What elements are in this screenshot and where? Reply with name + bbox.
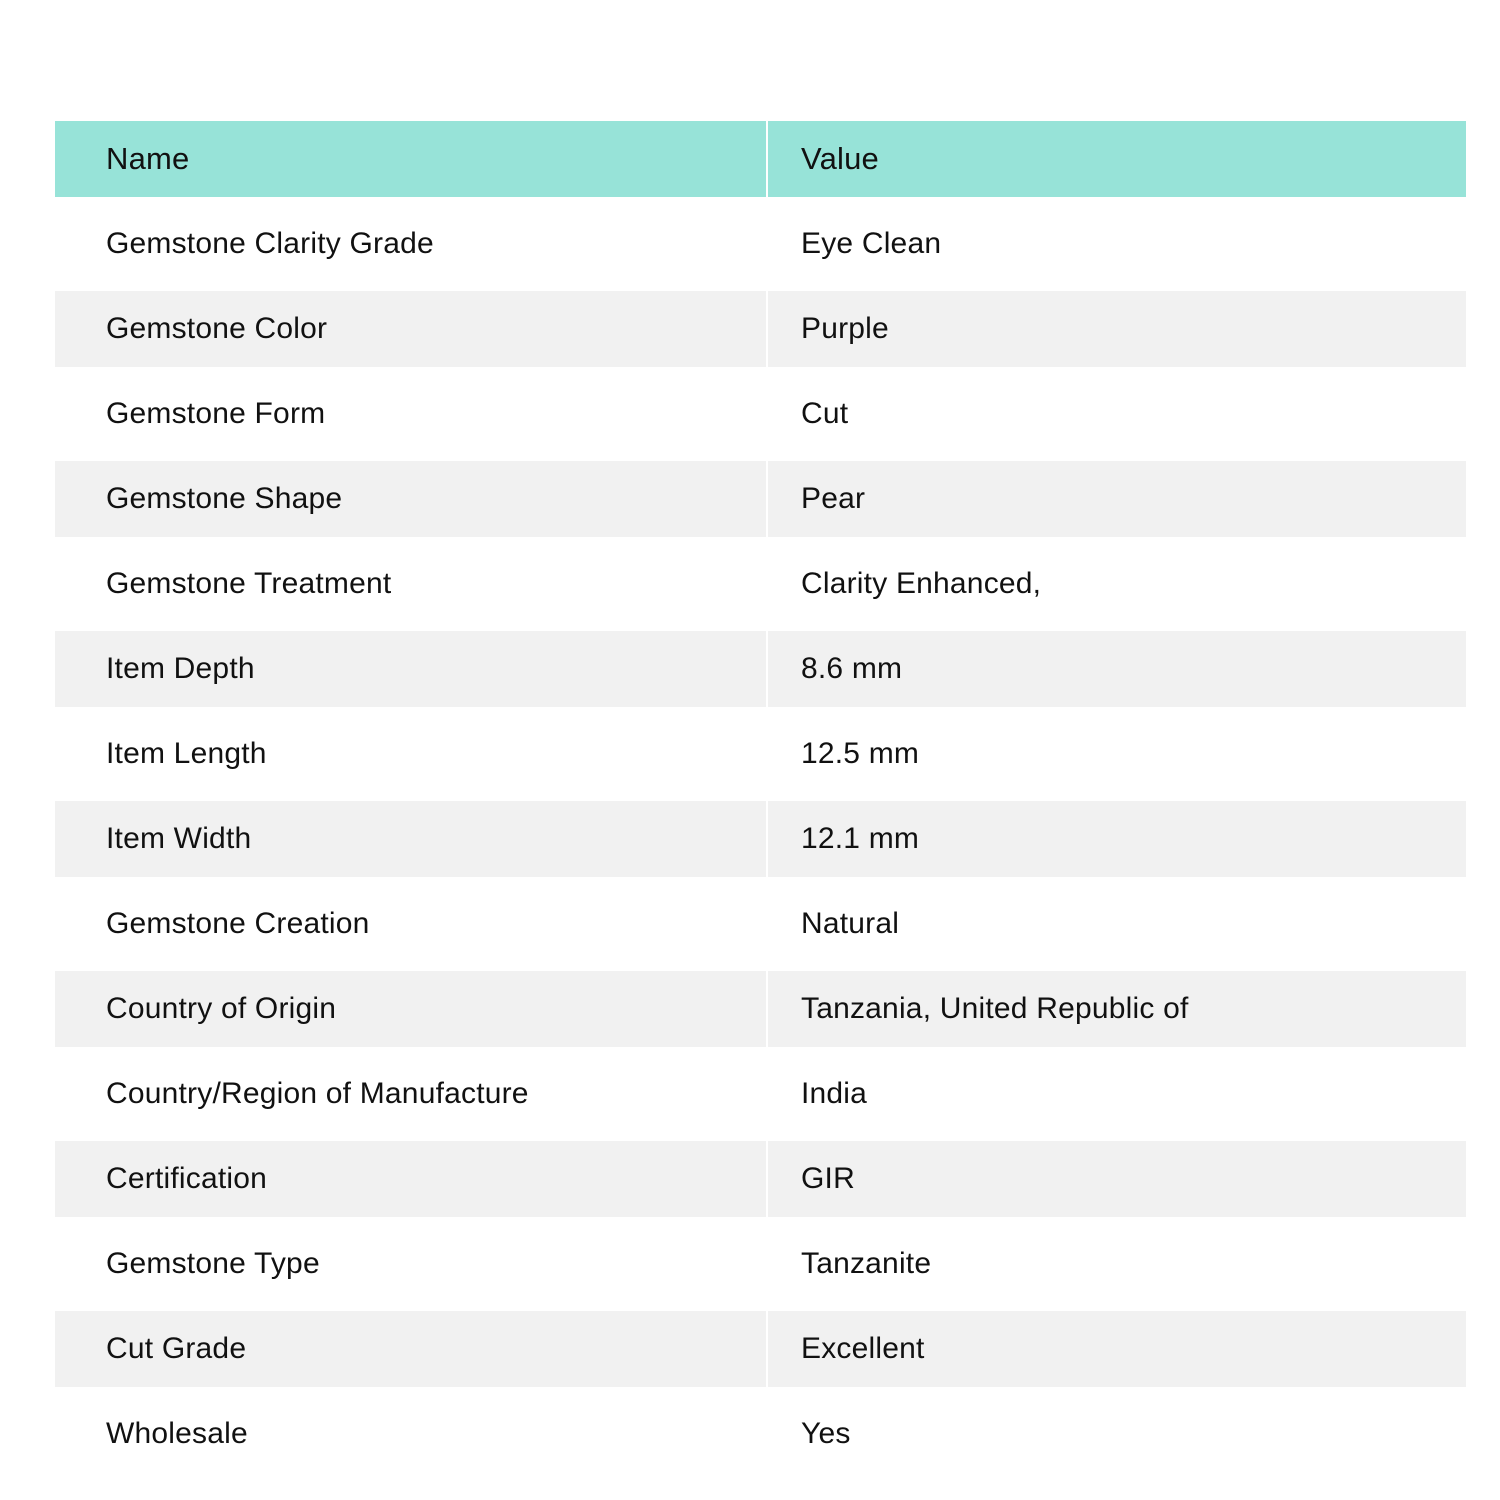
- row-name: Item Length: [106, 737, 267, 770]
- row-name: Item Depth: [55, 631, 766, 707]
- row-name: Item Width: [55, 801, 766, 877]
- row-name: Gemstone Color: [55, 291, 766, 367]
- table-row: [55, 631, 1466, 707]
- table-row: [55, 1141, 1466, 1217]
- row-value: Pear: [768, 461, 1466, 537]
- table-row: [55, 971, 1466, 1047]
- table-row: [55, 1396, 1466, 1481]
- row-value: Eye Clean: [801, 227, 942, 260]
- row-name: Gemstone Shape: [55, 461, 766, 537]
- header-name: Name: [55, 121, 766, 197]
- row-value: Cut: [801, 397, 849, 430]
- table-row: [55, 206, 1466, 291]
- row-value: Purple: [768, 291, 1466, 367]
- row-value: India: [801, 1077, 868, 1110]
- row-name: Country of Origin: [55, 971, 766, 1047]
- row-name: Wholesale: [106, 1417, 248, 1450]
- row-value: Tanzanite: [801, 1247, 932, 1280]
- table-row: [55, 1056, 1466, 1141]
- row-value: GIR: [768, 1141, 1466, 1217]
- specifications-table: [55, 121, 1466, 1481]
- table-row: [55, 546, 1466, 631]
- row-value: 8.6 mm: [768, 631, 1466, 707]
- row-name: Gemstone Clarity Grade: [106, 227, 434, 260]
- row-value: 12.1 mm: [768, 801, 1466, 877]
- row-name: Country/Region of Manufacture: [106, 1077, 529, 1110]
- table-header-row: [55, 121, 1466, 197]
- row-value: Excellent: [768, 1311, 1466, 1387]
- row-name: Gemstone Treatment: [106, 567, 392, 600]
- row-value: 12.5 mm: [801, 737, 920, 770]
- row-value: Yes: [801, 1417, 851, 1450]
- row-value: Tanzania, United Republic of: [768, 971, 1466, 1047]
- table-row: [55, 801, 1466, 877]
- table-row: [55, 461, 1466, 537]
- table-row: [55, 886, 1466, 971]
- row-value: Natural: [801, 907, 900, 940]
- table-row: [55, 376, 1466, 461]
- table-row: [55, 716, 1466, 801]
- row-name: Certification: [55, 1141, 766, 1217]
- row-name: Gemstone Creation: [106, 907, 370, 940]
- header-value: Value: [768, 121, 1466, 197]
- row-name: Cut Grade: [55, 1311, 766, 1387]
- table-row: [55, 291, 1466, 367]
- row-value: Clarity Enhanced,: [801, 567, 1042, 600]
- table-row: [55, 1311, 1466, 1387]
- row-name: Gemstone Form: [106, 397, 326, 430]
- row-name: Gemstone Type: [106, 1247, 320, 1280]
- table-row: [55, 1226, 1466, 1311]
